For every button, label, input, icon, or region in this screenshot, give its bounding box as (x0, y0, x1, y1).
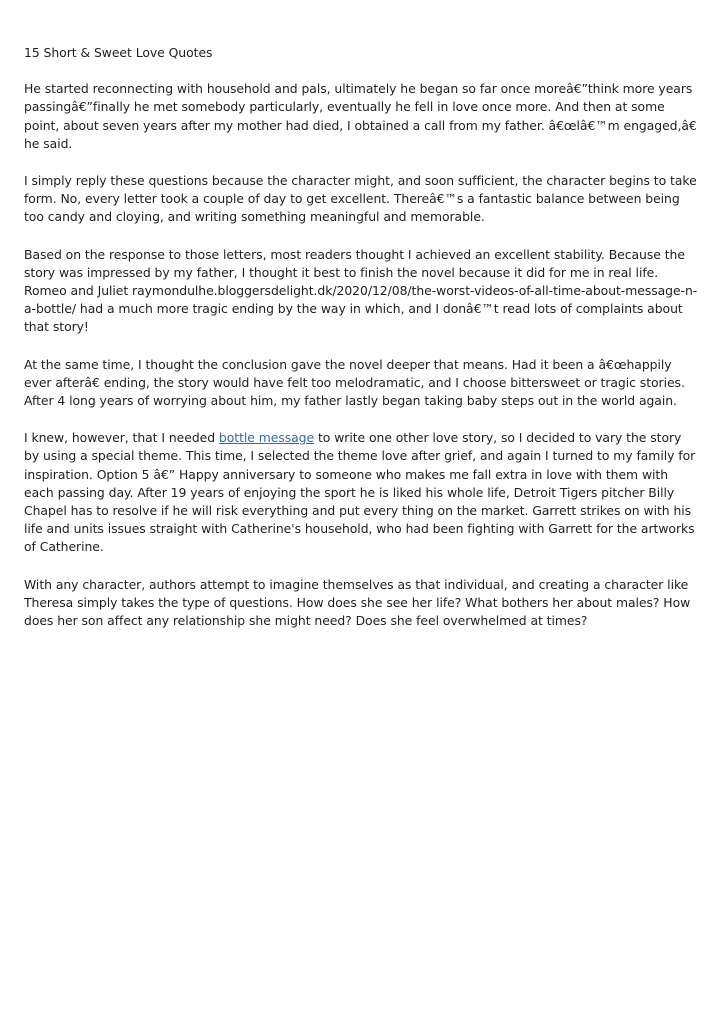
paragraph-5 (24, 429, 700, 556)
document-body (24, 44, 700, 649)
page-title: 15 Short & Sweet Love Quotes (24, 45, 213, 60)
paragraph-1: He started reconnecting with household and pals, ultimately he began so far once moreâ€”think more years passingâ€”finally he met somebody particularly, eventually he fell in love once more. And then at some point, about seven years after my mother had died, I obtained a call from my father. â€œlâ€™m engaged,â€ he said. (24, 81, 697, 151)
paragraph-5-text-after: to write one other love story, so I decided to vary the story by using a special theme. This time, I selected the theme love after grief, and again I turned to my family for inspiration. Option 5 â€” Happy anniversary to someone who makes me fall extra in love with them with each passing day. After 19 years of enjoying the sport he is liked his whole life, Detroit Tigers pitcher Billy Chapel has to resolve if he will risk everything and put every thing on the market. Garrett strikes on with his life and units issues straight with Catherine's household, who had been fighting with Garrett for the artworks of Catherine. (24, 430, 696, 555)
paragraph-6: With any character, authors attempt to imagine themselves as that individual, and creating a character like Theresa simply takes the type of questions. How does she see her life? What bothers her about males? How does her son affect any relationship she might need? Does she feel overwhelmed at times? (24, 576, 691, 629)
bottle-message-link[interactable]: bottle message (218, 430, 315, 446)
paragraph-4: At the same time, I thought the conclusion gave the novel deeper that means. Had it been a â€œhappily ever afterâ€ ending, the story would have felt too melodramatic, and I choose bittersweet or tragic stories. After 4 long years of worrying about him, my father lastly began taking baby steps out in the world again. (24, 356, 685, 409)
paragraph-2: I simply reply these questions because the character might, and soon sufficient, the character begins to take form. No, every letter took a couple of day to get excellent. Thereâ€™s a fantastic balance between being too candy and cloying, and writing something meaningful and memorable. (24, 173, 697, 225)
paragraph-5-text-before: I knew, however, that I needed (24, 430, 219, 446)
paragraph-3: Based on the response to those letters, most readers thought I achieved an excellent stability. Because the story was impressed by my father, I thought it best to finish the novel because it did for me in real life. Romeo and Juliet raymondulhe.bloggersdelight.dk/2020/12/08/the-worst-videos-of-all-time-about-message-n-a-bottle/ had a much more tragic ending by the way in which, and I donâ€™t read lots of complaints about that story! (24, 246, 698, 335)
